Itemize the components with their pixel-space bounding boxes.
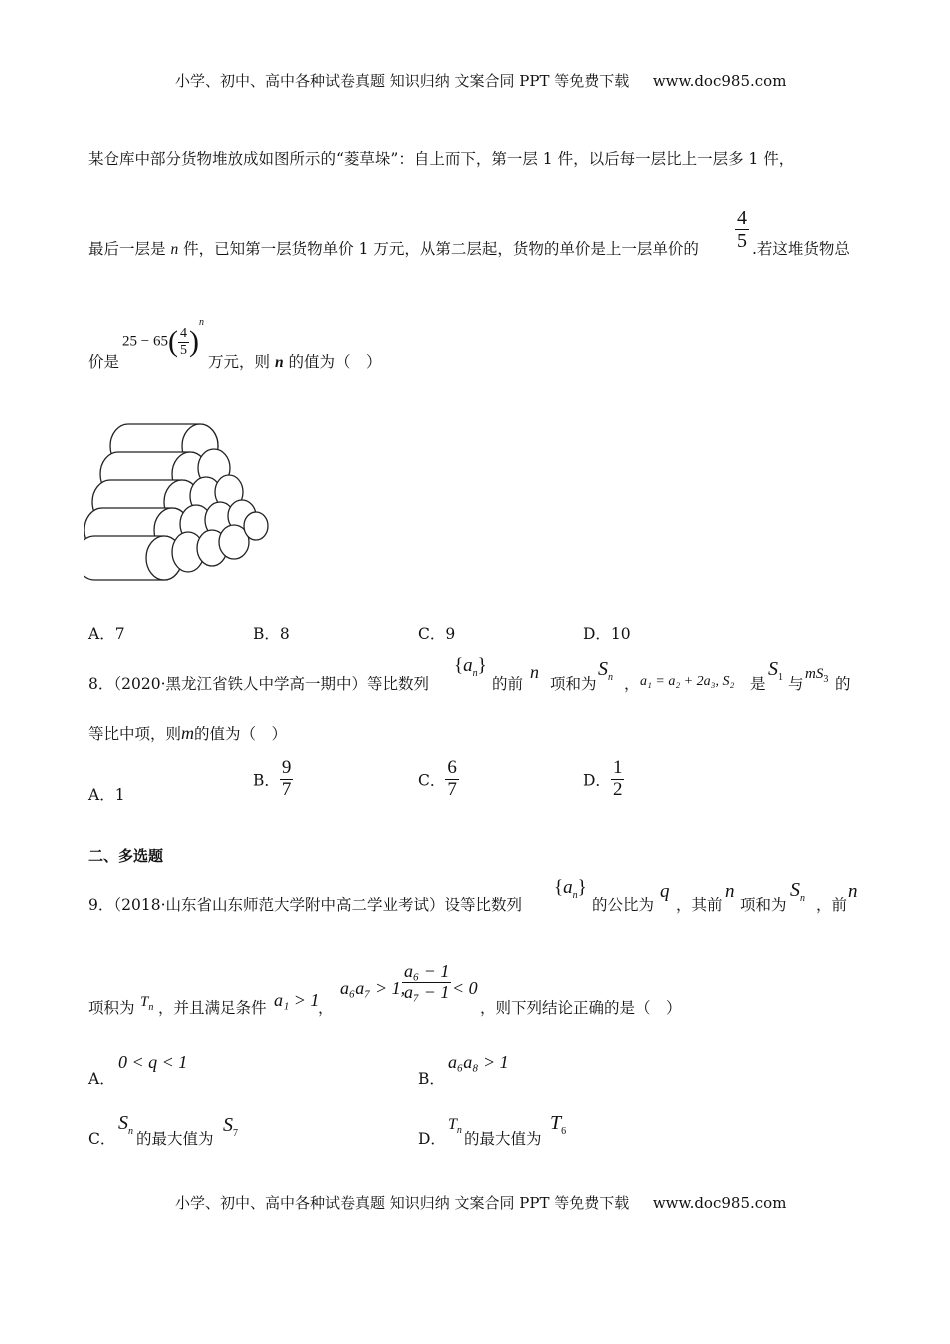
q9-line2-c: ， xyxy=(318,999,334,1017)
q9-q: q xyxy=(660,881,670,902)
q9-cond2: a₆a₇ > 1, xyxy=(340,978,406,998)
q9-text-qian: ，其前 xyxy=(676,896,723,914)
q7-line2: 最后一层是 n 件，已知第一层货物单价 1 万元，从第二层起，货物的单价是上一层单价的 xyxy=(88,240,699,258)
q9-n: n xyxy=(725,881,735,902)
q7-price-fraction: $\frac{4}{5}$ xyxy=(737,207,747,252)
q7-line1: 某仓库中部分货物堆放成如图所示的“菱草垛”：自上而下，第一层 1 件，以后每一层比上一层多 1 件， xyxy=(88,150,795,168)
q8-text-shi: 是 xyxy=(750,675,766,693)
page-header xyxy=(175,70,786,91)
q8-condition: a₁ = a₂ + 2a₃, S₂ xyxy=(640,674,735,689)
q8-option-c[interactable]: C． $\frac{6}{7}$ xyxy=(418,757,457,800)
q8-text-yu: 与 xyxy=(788,675,804,693)
q8-sequence: $\{a_n\}$ xyxy=(454,655,487,679)
q9-Sn: $S_n$ xyxy=(790,879,805,904)
q9-Tn: $T_n$ xyxy=(140,994,154,1013)
q7-total-expression: 25 − 65( $\frac{4}{5}$ )$^n$ xyxy=(122,317,204,358)
section-title: 二、多选题 xyxy=(88,847,164,865)
header-text: 小学、初中、高中各种试卷真题 知识归纳 文案合同 PPT 等免费下载 xyxy=(175,72,630,90)
stacked-cylinders-figure xyxy=(84,418,284,598)
q9-cond3: < 0 xyxy=(452,978,478,998)
q9-n2: n xyxy=(848,881,858,902)
q7-option-b[interactable]: B．8 xyxy=(253,625,290,643)
q8-Sn: $S_n$ xyxy=(598,658,613,683)
q9-line2-d: ，则下列结论正确的是（ ） xyxy=(480,999,682,1017)
footer-url[interactable]: www.doc985.com xyxy=(652,1194,787,1212)
q9-fraction: $\frac{\text{a₆ − 1}}{\text{a₇ − 1}}$ xyxy=(404,961,450,1002)
q7-line2-tail: .若这堆货物总 xyxy=(752,240,850,258)
q8-option-b[interactable]: B． $\frac{9}{7}$ xyxy=(253,757,292,800)
q8-option-a[interactable]: A．1 xyxy=(88,786,125,804)
q8-comma: ， xyxy=(624,675,640,693)
q9-text-front: ，前 xyxy=(816,896,848,914)
q8-line2: 等比中项，则m的值为（ ） xyxy=(88,723,288,743)
q7-line3-tail: 万元，则 n 的值为（ ） xyxy=(208,353,382,371)
q8-n: n xyxy=(530,662,539,682)
q8-line1: 8．（2020·黑龙江省铁人中学高一期中）等比数列 xyxy=(88,675,429,693)
page-footer xyxy=(175,1192,786,1213)
q9-sequence: $\{a_n\}$ xyxy=(554,877,587,901)
q8-text-de: 的 xyxy=(835,675,851,693)
q9-cond1: a₁ > 1 xyxy=(274,990,320,1010)
q8-mS3: $mS_3$ xyxy=(805,666,829,685)
q8-text-qian: 的前 xyxy=(492,675,524,693)
q9-line2-a: 项积为 xyxy=(88,999,135,1017)
q7-option-d[interactable]: D．10 xyxy=(583,625,631,643)
q8-text-sum: 项和为 xyxy=(550,675,597,693)
footer-text: 小学、初中、高中各种试卷真题 知识归纳 文案合同 PPT 等免费下载 xyxy=(175,1194,630,1212)
q7-line3: 价是 xyxy=(88,353,120,371)
q9-text-sum: 项和为 xyxy=(740,896,787,914)
header-url[interactable]: www.doc985.com xyxy=(652,72,787,90)
q9-line1: 9．（2018·山东省山东师范大学附中高二学业考试）设等比数列 xyxy=(88,896,523,914)
q9-text-ratio: 的公比为 xyxy=(592,896,655,914)
q9-line2-b: ，并且满足条件 xyxy=(158,999,267,1017)
q7-option-c[interactable]: C．9 xyxy=(418,625,456,643)
q8-S1: $S_1$ xyxy=(768,658,783,683)
q8-option-d[interactable]: D． $\frac{1}{2}$ xyxy=(583,757,623,800)
q7-option-a[interactable]: A．7 xyxy=(88,625,125,643)
